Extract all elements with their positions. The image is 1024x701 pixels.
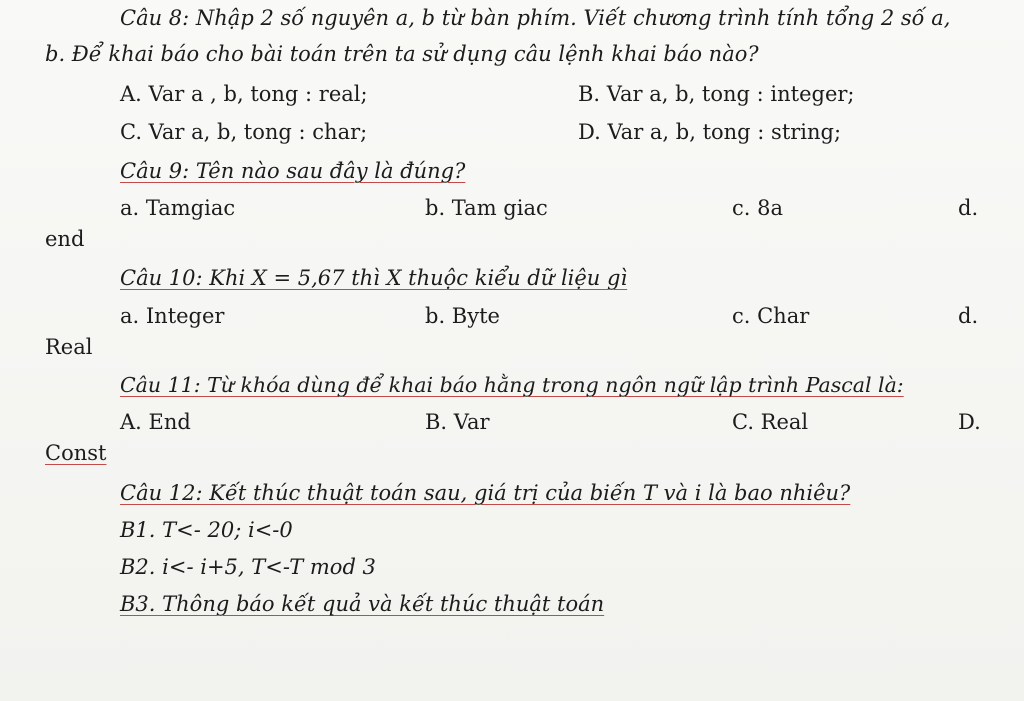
q8-option-d: D. Var a, b, tong : string; [578,120,842,144]
q8-option-b: B. Var a, b, tong : integer; [578,82,855,106]
q12-step-b1: B1. T<- 20; i<-0 [120,518,293,542]
q12-step-b3: B3. Thông báo kết quả và kết thúc thuật toán [120,592,605,616]
q11-title: Câu 11: Từ khóa dùng để khai báo hằng trong ngôn ngữ lập trình Pascal là: [120,373,904,397]
q11-option-a: A. End [120,410,191,434]
q9-option-b: b. Tam giac [425,196,548,220]
q10-option-d-continued: Real [45,335,93,359]
q10-option-d: d. [958,304,979,328]
q8-option-a: A. Var a , b, tong : real; [120,82,368,106]
q12-step-b2: B2. i<- i+5, T<-T mod 3 [120,555,376,579]
q9-title: Câu 9: Tên nào sau đây là đúng? [120,159,466,183]
q8-text-line2: b. Để khai báo cho bài toán trên ta sử dụng câu lệnh khai báo nào? [45,42,759,66]
q8-option-c: C. Var a, b, tong : char; [120,120,368,144]
q8-text-line1: Câu 8: Nhập 2 số nguyên a, b từ bàn phím. Viết chương trình tính tổng 2 số a, [120,6,951,30]
q10-title: Câu 10: Khi X = 5,67 thì X thuộc kiểu dữ liệu gì [120,266,628,290]
q9-option-d: d. [958,196,979,220]
q12-title: Câu 12: Kết thúc thuật toán sau, giá trị của biến T và i là bao nhiêu? [120,481,851,505]
q11-option-d-continued: Const [45,441,107,465]
q11-option-d: D. [958,410,981,434]
q10-option-a: a. Integer [120,304,225,328]
q9-option-d-continued: end [45,227,85,251]
q9-option-a: a. Tamgiac [120,196,236,220]
q9-option-c: c. 8a [732,196,783,220]
q11-option-b: B. Var [425,410,490,434]
q11-option-c: C. Real [732,410,809,434]
q10-option-b: b. Byte [425,304,500,328]
q10-option-c: c. Char [732,304,810,328]
